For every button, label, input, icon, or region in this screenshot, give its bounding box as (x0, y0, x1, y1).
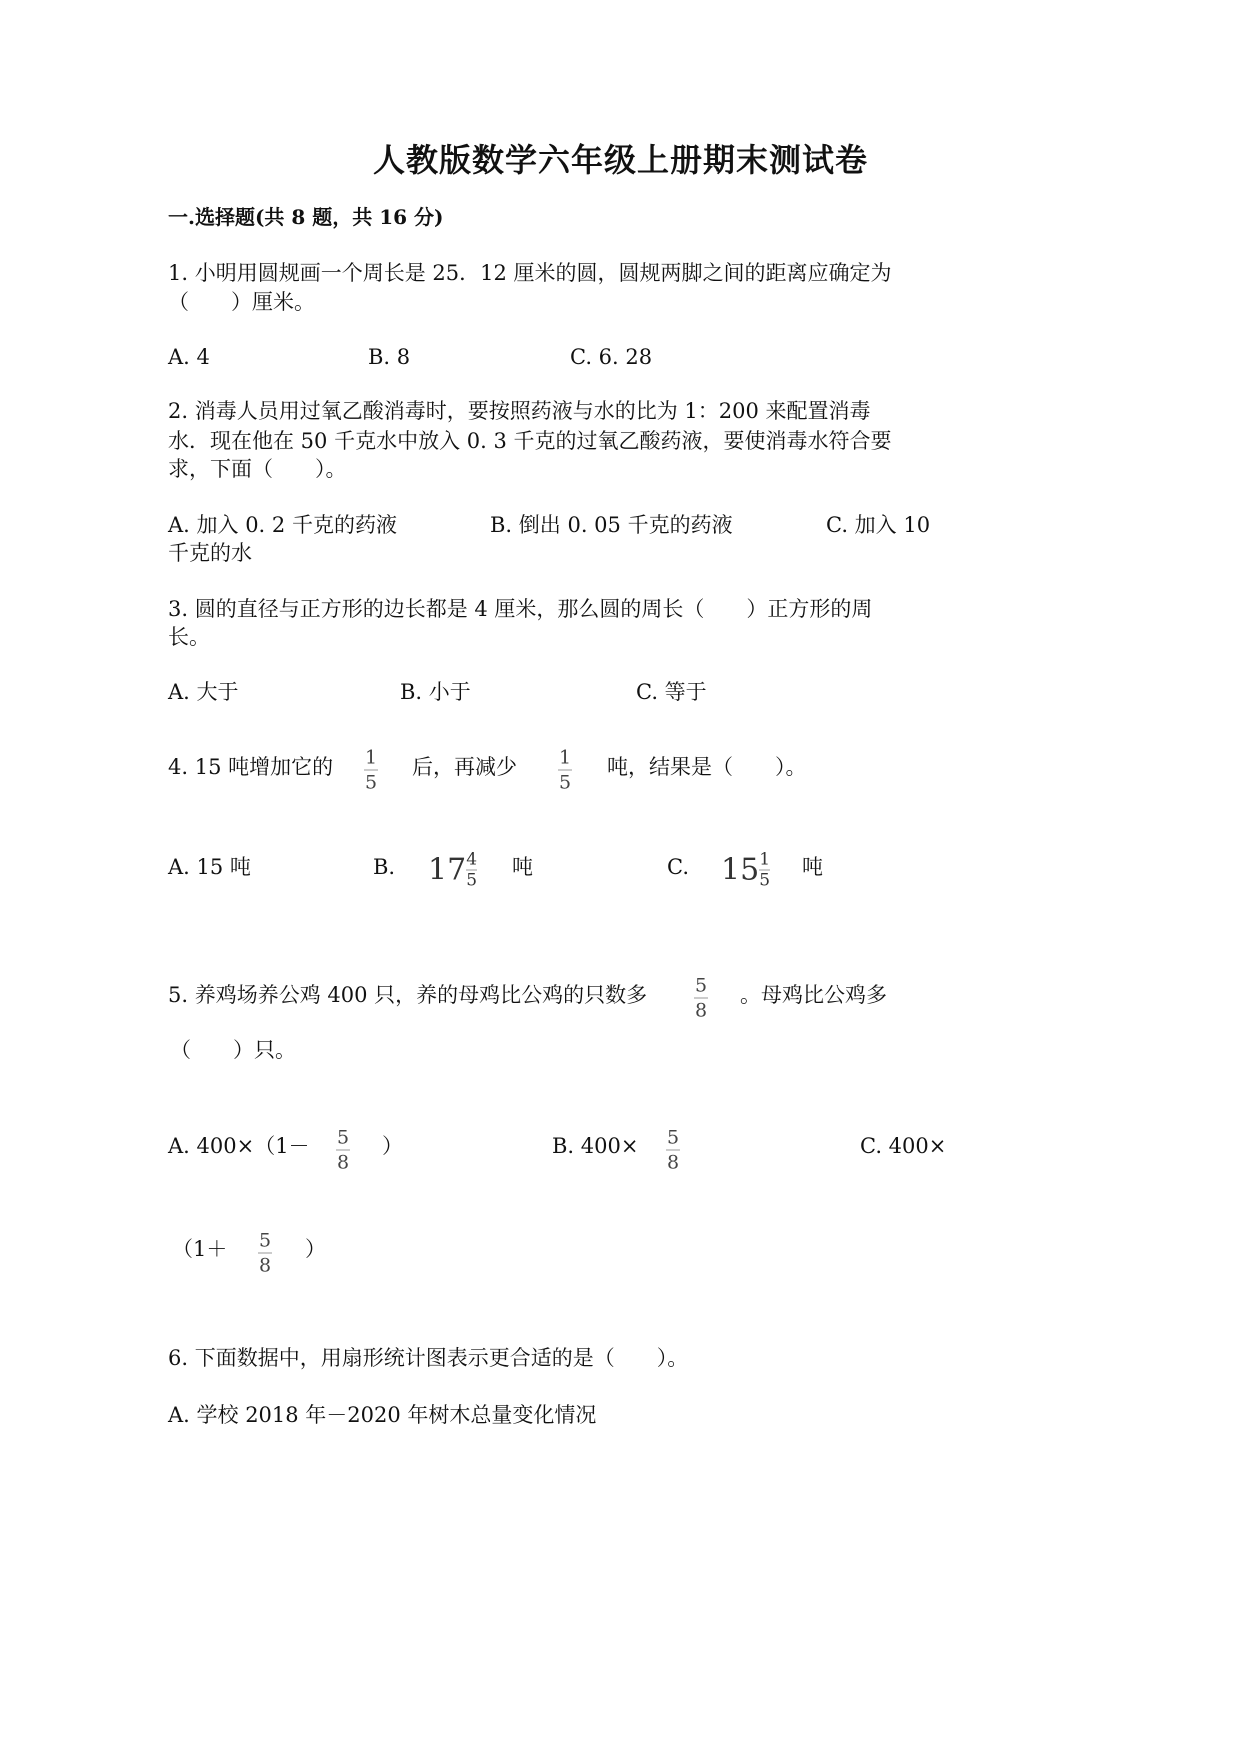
numerator: 1 (759, 849, 771, 870)
numerator: 5 (336, 1126, 350, 1149)
q1-option-a: A. 4 (168, 345, 210, 369)
q1-option-b: B. 8 (368, 345, 411, 369)
fraction (258, 1230, 272, 1277)
fraction (336, 1127, 350, 1174)
fraction (466, 851, 477, 890)
question-6-text: 6. 下面数据中，用扇形统计图表示更合适的是（ ）。 (168, 1346, 689, 1370)
numerator: 5 (694, 974, 708, 997)
q5-option-a: A. 400×（1－ (168, 1134, 310, 1158)
question-4-text-2: 后，再减少 (412, 755, 517, 779)
q4-option-b-label: B. (373, 855, 396, 879)
denominator: 5 (558, 771, 572, 794)
section-heading: 一.选择题(共 8 题，共 16 分) (168, 205, 444, 229)
whole: 15 (721, 852, 760, 888)
numerator: 5 (666, 1126, 680, 1149)
page-title: 人教版数学六年级上册期末测试卷 (372, 141, 868, 179)
q4-option-c-unit: 吨 (802, 855, 823, 879)
fraction (558, 747, 572, 794)
fraction (364, 747, 378, 794)
fraction (759, 851, 770, 890)
q5-option-c-cont: （1＋ (172, 1237, 228, 1261)
q3-option-b: B. 小于 (400, 680, 471, 704)
q5-option-a-close: ） (382, 1134, 403, 1158)
q4-option-c-label: C. (667, 855, 689, 879)
numerator: 5 (258, 1229, 272, 1252)
whole: 17 (428, 852, 467, 888)
q3-option-c: C. 等于 (636, 680, 707, 704)
question-2-text-cont: 水．现在他在 50 千克水中放入 0. 3 千克的过氧乙酸药液，要使消毒水符合要 (168, 429, 892, 453)
question-4-text: 4. 15 吨增加它的 (168, 755, 334, 779)
question-1-text-cont: （ ）厘米。 (168, 290, 315, 314)
q4-option-b-mixed-number (428, 851, 477, 890)
denominator: 8 (336, 1151, 350, 1174)
question-2-text-cont2: 求，下面（ ）。 (168, 457, 347, 481)
q6-option-a: A. 学校 2018 年－2020 年树木总量变化情况 (168, 1403, 597, 1427)
denominator: 8 (258, 1254, 272, 1277)
numerator: 4 (466, 849, 478, 870)
q4-option-a: A. 15 吨 (168, 855, 251, 879)
question-3-text-cont: 长。 (168, 625, 210, 649)
question-5-text-2: 。母鸡比公鸡多 (740, 983, 887, 1007)
q4-option-c-mixed-number (721, 851, 770, 890)
numerator: 1 (558, 746, 572, 769)
question-2-text: 2. 消毒人员用过氧乙酸消毒时，要按照药液与水的比为 1：200 来配置消毒 (168, 399, 871, 423)
denominator: 5 (466, 870, 478, 891)
q5-option-b: B. 400× (552, 1134, 639, 1158)
q4-option-b-unit: 吨 (512, 855, 533, 879)
q5-option-c: C. 400× (860, 1134, 947, 1158)
question-3-text: 3. 圆的直径与正方形的边长都是 4 厘米，那么圆的周长（ ）正方形的周 (168, 597, 873, 621)
denominator: 5 (364, 771, 378, 794)
q1-option-c: C. 6. 28 (570, 345, 653, 369)
denominator: 8 (666, 1151, 680, 1174)
q2-option-a: A. 加入 0. 2 千克的药液 (168, 513, 397, 537)
question-1-text: 1. 小明用圆规画一个周长是 25．12 厘米的圆，圆规两脚之间的距离应确定为 (168, 261, 892, 285)
q2-option-b: B. 倒出 0. 05 千克的药液 (490, 513, 733, 537)
question-4-text-3: 吨，结果是（ ）。 (607, 755, 807, 779)
denominator: 8 (694, 999, 708, 1022)
question-5-text-cont: （ ）只。 (170, 1038, 296, 1062)
denominator: 5 (759, 870, 771, 891)
q2-option-c: C. 加入 10 (826, 513, 931, 537)
fraction (694, 975, 708, 1022)
question-5-text: 5. 养鸡场养公鸡 400 只，养的母鸡比公鸡的只数多 (168, 983, 648, 1007)
q3-option-a: A. 大于 (168, 680, 239, 704)
q2-option-c-cont: 千克的水 (168, 541, 252, 565)
q5-option-c-close: ） (305, 1237, 326, 1261)
numerator: 1 (364, 746, 378, 769)
fraction (666, 1127, 680, 1174)
